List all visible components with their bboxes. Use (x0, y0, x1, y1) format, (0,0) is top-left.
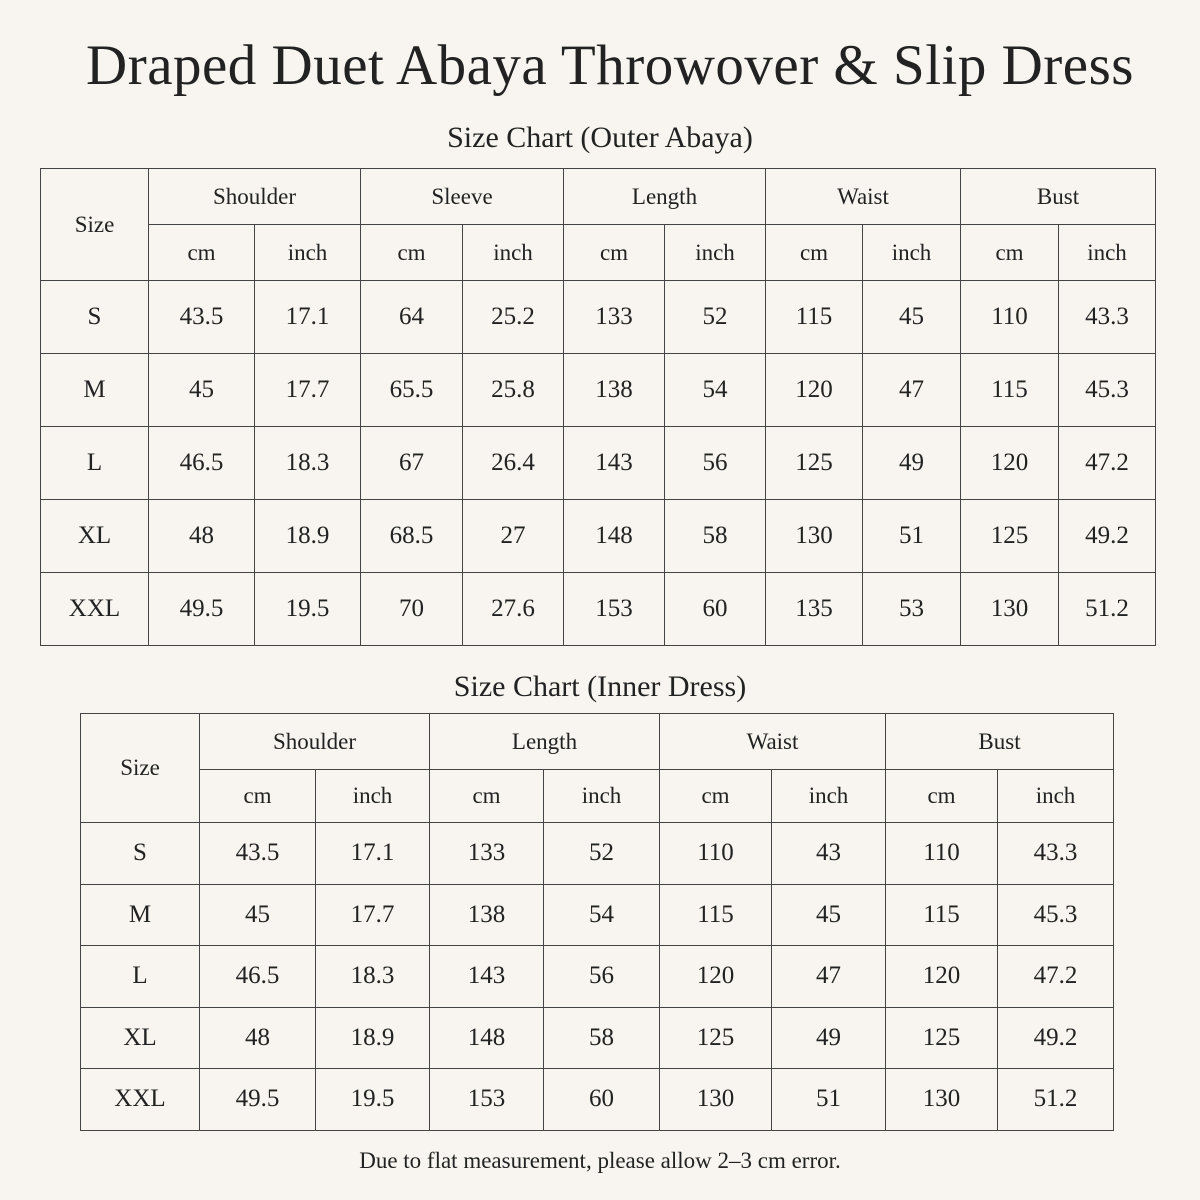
value-cell: 27 (463, 500, 564, 573)
value-cell: 17.1 (255, 281, 361, 354)
header-row (41, 169, 1156, 225)
value-cell: 47.2 (1059, 427, 1156, 500)
table-row (41, 427, 1156, 500)
value-cell: 43 (772, 823, 886, 885)
value-cell: 52 (665, 281, 766, 354)
unit-header: cm (766, 225, 863, 281)
size-cell: XL (81, 1007, 200, 1069)
unit-header: inch (863, 225, 961, 281)
table-row (41, 281, 1156, 354)
value-cell: 133 (564, 281, 665, 354)
value-cell: 47.2 (998, 946, 1114, 1008)
value-cell: 125 (886, 1007, 998, 1069)
value-cell: 153 (430, 1069, 544, 1131)
unit-header: cm (149, 225, 255, 281)
value-cell: 58 (544, 1007, 660, 1069)
table-row (81, 1069, 1114, 1131)
measurement-header: Sleeve (361, 169, 564, 225)
value-cell: 19.5 (316, 1069, 430, 1131)
value-cell: 138 (430, 884, 544, 946)
unit-header: cm (430, 770, 544, 823)
value-cell: 49.2 (1059, 500, 1156, 573)
size-cell: M (41, 354, 149, 427)
measurement-header: Waist (766, 169, 961, 225)
value-cell: 43.3 (1059, 281, 1156, 354)
value-cell: 54 (665, 354, 766, 427)
outer-abaya-size-table (40, 168, 1156, 646)
page-title: Draped Duet Abaya Throwover & Slip Dress (86, 34, 1134, 97)
unit-header: cm (200, 770, 316, 823)
value-cell: 120 (886, 946, 998, 1008)
value-cell: 48 (149, 500, 255, 573)
table-row (41, 500, 1156, 573)
value-cell: 45.3 (998, 884, 1114, 946)
value-cell: 138 (564, 354, 665, 427)
unit-header: inch (1059, 225, 1156, 281)
value-cell: 64 (361, 281, 463, 354)
unit-header: cm (886, 770, 998, 823)
value-cell: 51.2 (998, 1069, 1114, 1131)
value-cell: 110 (660, 823, 772, 885)
value-cell: 19.5 (255, 573, 361, 646)
value-cell: 115 (961, 354, 1059, 427)
inner-dress-size-table (80, 713, 1114, 1131)
unit-row (41, 225, 1156, 281)
value-cell: 130 (660, 1069, 772, 1131)
value-cell: 45.3 (1059, 354, 1156, 427)
value-cell: 135 (766, 573, 863, 646)
size-cell: L (81, 946, 200, 1008)
value-cell: 43.5 (200, 823, 316, 885)
value-cell: 70 (361, 573, 463, 646)
outer-abaya-chart-title: Size Chart (Outer Abaya) (447, 121, 753, 154)
unit-header: inch (772, 770, 886, 823)
value-cell: 115 (886, 884, 998, 946)
size-cell: XXL (81, 1069, 200, 1131)
value-cell: 58 (665, 500, 766, 573)
value-cell: 48 (200, 1007, 316, 1069)
value-cell: 25.2 (463, 281, 564, 354)
unit-header: cm (660, 770, 772, 823)
value-cell: 25.8 (463, 354, 564, 427)
value-cell: 133 (430, 823, 544, 885)
value-cell: 60 (665, 573, 766, 646)
value-cell: 47 (863, 354, 961, 427)
value-cell: 17.7 (316, 884, 430, 946)
unit-header: inch (255, 225, 361, 281)
unit-row (81, 770, 1114, 823)
value-cell: 46.5 (149, 427, 255, 500)
value-cell: 110 (886, 823, 998, 885)
value-cell: 60 (544, 1069, 660, 1131)
size-cell: M (81, 884, 200, 946)
value-cell: 130 (766, 500, 863, 573)
size-cell: XXL (41, 573, 149, 646)
unit-header: cm (361, 225, 463, 281)
value-cell: 45 (772, 884, 886, 946)
value-cell: 51 (772, 1069, 886, 1131)
value-cell: 130 (961, 573, 1059, 646)
value-cell: 53 (863, 573, 961, 646)
inner-dress-chart-title: Size Chart (Inner Dress) (453, 670, 747, 703)
value-cell: 120 (766, 354, 863, 427)
value-cell: 45 (149, 354, 255, 427)
table-row (81, 884, 1114, 946)
value-cell: 18.3 (255, 427, 361, 500)
value-cell: 68.5 (361, 500, 463, 573)
value-cell: 49.5 (149, 573, 255, 646)
value-cell: 27.6 (463, 573, 564, 646)
value-cell: 17.1 (316, 823, 430, 885)
size-header: Size (81, 714, 200, 823)
size-header: Size (41, 169, 149, 281)
size-cell: L (41, 427, 149, 500)
value-cell: 47 (772, 946, 886, 1008)
value-cell: 56 (544, 946, 660, 1008)
measurement-header: Shoulder (200, 714, 430, 770)
value-cell: 143 (564, 427, 665, 500)
value-cell: 45 (200, 884, 316, 946)
value-cell: 43.5 (149, 281, 255, 354)
value-cell: 125 (961, 500, 1059, 573)
value-cell: 148 (564, 500, 665, 573)
table-row (81, 823, 1114, 885)
measurement-header: Length (564, 169, 766, 225)
size-cell: XL (41, 500, 149, 573)
value-cell: 18.9 (316, 1007, 430, 1069)
value-cell: 18.3 (316, 946, 430, 1008)
value-cell: 49 (863, 427, 961, 500)
value-cell: 143 (430, 946, 544, 1008)
unit-header: inch (998, 770, 1114, 823)
table-row (81, 1007, 1114, 1069)
value-cell: 51 (863, 500, 961, 573)
value-cell: 18.9 (255, 500, 361, 573)
value-cell: 148 (430, 1007, 544, 1069)
value-cell: 26.4 (463, 427, 564, 500)
value-cell: 67 (361, 427, 463, 500)
table-row (41, 573, 1156, 646)
unit-header: inch (316, 770, 430, 823)
measurement-note: Due to flat measurement, please allow 2–3 cm error. (359, 1148, 841, 1173)
measurement-header: Bust (961, 169, 1156, 225)
unit-header: inch (665, 225, 766, 281)
value-cell: 43.3 (998, 823, 1114, 885)
table-row (81, 946, 1114, 1008)
value-cell: 110 (961, 281, 1059, 354)
value-cell: 45 (863, 281, 961, 354)
unit-header: cm (564, 225, 665, 281)
value-cell: 46.5 (200, 946, 316, 1008)
size-cell: S (41, 281, 149, 354)
value-cell: 130 (886, 1069, 998, 1131)
value-cell: 153 (564, 573, 665, 646)
value-cell: 120 (961, 427, 1059, 500)
table-row (41, 354, 1156, 427)
value-cell: 115 (660, 884, 772, 946)
measurement-header: Length (430, 714, 660, 770)
unit-header: inch (463, 225, 564, 281)
header-row (81, 714, 1114, 770)
value-cell: 49.5 (200, 1069, 316, 1131)
value-cell: 54 (544, 884, 660, 946)
value-cell: 17.7 (255, 354, 361, 427)
size-cell: S (81, 823, 200, 885)
value-cell: 125 (766, 427, 863, 500)
value-cell: 115 (766, 281, 863, 354)
value-cell: 51.2 (1059, 573, 1156, 646)
value-cell: 56 (665, 427, 766, 500)
unit-header: inch (544, 770, 660, 823)
measurement-header: Shoulder (149, 169, 361, 225)
value-cell: 49.2 (998, 1007, 1114, 1069)
value-cell: 125 (660, 1007, 772, 1069)
value-cell: 65.5 (361, 354, 463, 427)
value-cell: 49 (772, 1007, 886, 1069)
value-cell: 120 (660, 946, 772, 1008)
value-cell: 52 (544, 823, 660, 885)
measurement-header: Bust (886, 714, 1114, 770)
measurement-header: Waist (660, 714, 886, 770)
unit-header: cm (961, 225, 1059, 281)
